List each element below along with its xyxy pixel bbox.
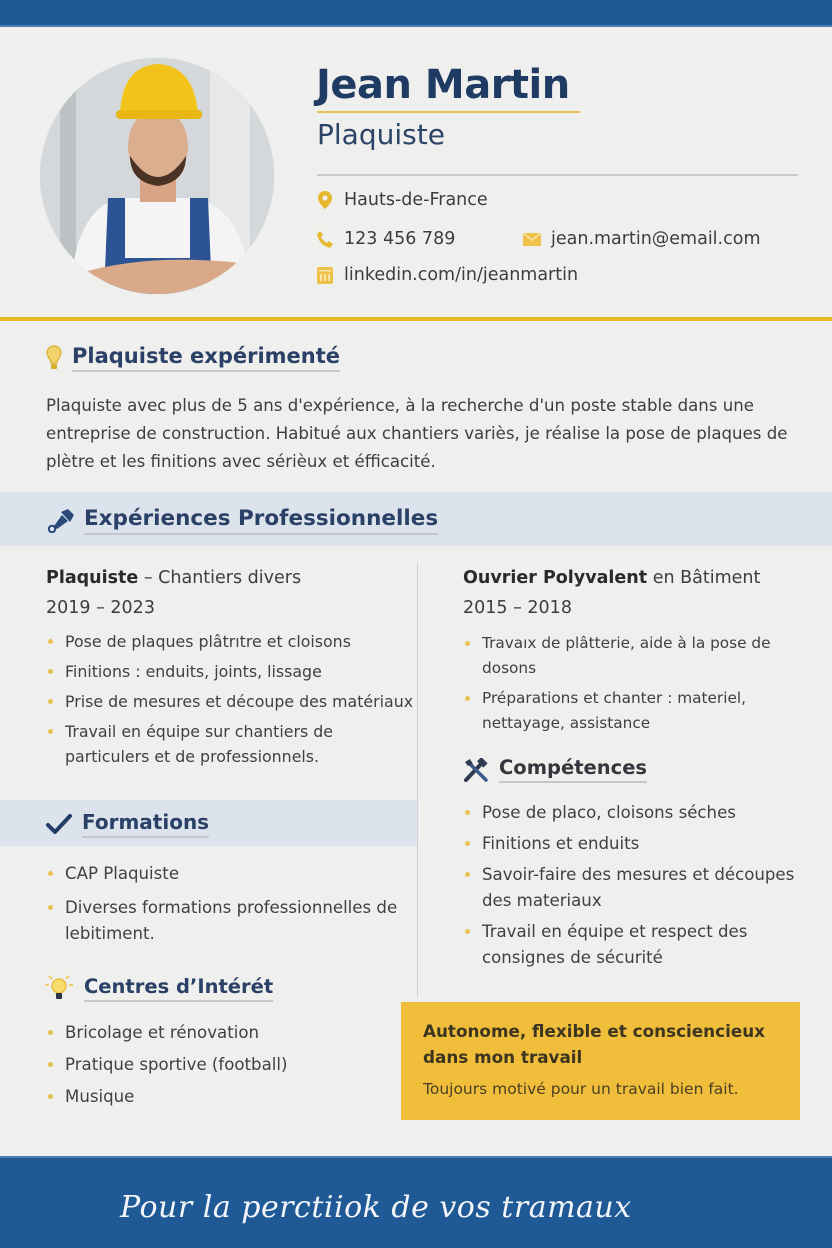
job-entry-2-header [463,563,760,623]
interests-title: Centres d’Intérét [84,975,273,1002]
header-divider [317,174,798,176]
contact-phone[interactable] [316,229,455,249]
worker-portrait-image [40,58,274,294]
highlight-callout-box [401,1002,800,1120]
skill-item: Finitions et enduits [463,831,813,857]
job-1-place: Chantiers divers [158,568,302,588]
trowel-icon [48,509,74,533]
summary-title: Plaquiste expérimenté [72,344,340,372]
education-title: Formations [82,810,209,838]
experience-title: Expériences Professionnelles [84,506,438,535]
linkedin-icon [316,265,334,285]
job-2-dates: 2015 – 2018 [463,598,572,618]
phone-text: 123 456 789 [344,229,456,249]
location-text: Hauts-de-France [344,190,488,210]
contact-location [316,190,488,210]
contact-email[interactable] [523,229,761,249]
lightbulb-icon [46,345,62,371]
phone-icon [316,229,334,249]
envelope-icon [523,229,541,249]
education-item: Diverses formations professionnelles de lebitiment. [46,895,406,947]
email-text: jean.martin@email.com [551,229,761,249]
skill-item: Pose de placo, cloisons séches [463,800,813,826]
job-2-role: Ouvrier Polyvalent [463,568,648,588]
job-1-separator: – [138,568,159,588]
summary-heading [46,344,340,372]
experience-heading [48,506,438,535]
skills-heading [463,756,647,783]
job-1-role: Plaquiste [46,568,139,588]
skill-item: Travail en équipe et respect des consignes de sécurité [463,919,813,971]
education-list [46,861,406,955]
job-1-task: Finitions : enduits, joints, lissage [46,659,416,684]
job-1-task: Travail en équipe sur chantiers de particulers et de professionnels. [46,719,416,769]
interest-item: Pratique sportive (football) [46,1052,406,1078]
education-item: CAP Plaquiste [46,861,406,887]
job-2-task: Travaıx de plâtterie, aide à la pose de dosons [463,631,823,681]
job-1-task-list [46,629,416,774]
candidate-name: Jean Martin [316,62,570,108]
header-gold-rule [0,317,832,321]
job-entry-1-header [46,563,301,623]
map-pin-icon [316,190,334,210]
interest-item: Bricolage et rénovation [46,1020,406,1046]
column-divider [417,562,418,998]
job-2-task: Préparations et chanter : materiel, nettayage, assistance [463,686,823,736]
top-color-band [0,0,832,27]
interests-heading [44,974,273,1002]
job-1-task: Prise de mesures et découpe des matériaux [46,689,416,714]
checkmark-icon [46,814,72,834]
linkedin-text: linkedin.com/in/jeanmartin [344,265,579,285]
footer-slogan: Pour la perctiiok de vos tramaux [120,1190,632,1225]
job-2-place: en Bâtiment [652,568,761,588]
skill-item: Savoir-faire des mesures et découpes des materiaux [463,862,813,914]
callout-headline: Autonome, flexible et consciencieux dans mon travail [423,1021,765,1067]
tools-icon [463,758,489,782]
profile-photo [40,58,274,294]
contact-linkedin[interactable] [316,265,578,285]
education-heading [46,810,209,838]
job-2-task-list [463,631,823,741]
interest-item: Musique [46,1084,406,1110]
job-1-task: Pose de plaques plâtrıtre et cloisons [46,629,416,654]
lightbulb-glow-icon [44,974,74,1002]
footer-band [0,1156,832,1248]
skills-list [463,800,813,976]
job-1-dates: 2019 – 2023 [46,598,155,618]
callout-subtext: Toujours motivé pour un travail bien fait. [423,1080,739,1098]
name-underline [317,111,580,113]
candidate-job-title: Plaquiste [317,118,445,151]
interests-list [46,1020,406,1116]
summary-paragraph: Plaquiste avec plus de 5 ans d'expérience, à la recherche d'un poste stable dans une entreprise de construction. Habitué aux chantiers variès, je réalise la pose de plaques de plètre et les finitions avec sérièux et éfficacité. [46,396,788,471]
skills-title: Compétences [499,756,647,783]
